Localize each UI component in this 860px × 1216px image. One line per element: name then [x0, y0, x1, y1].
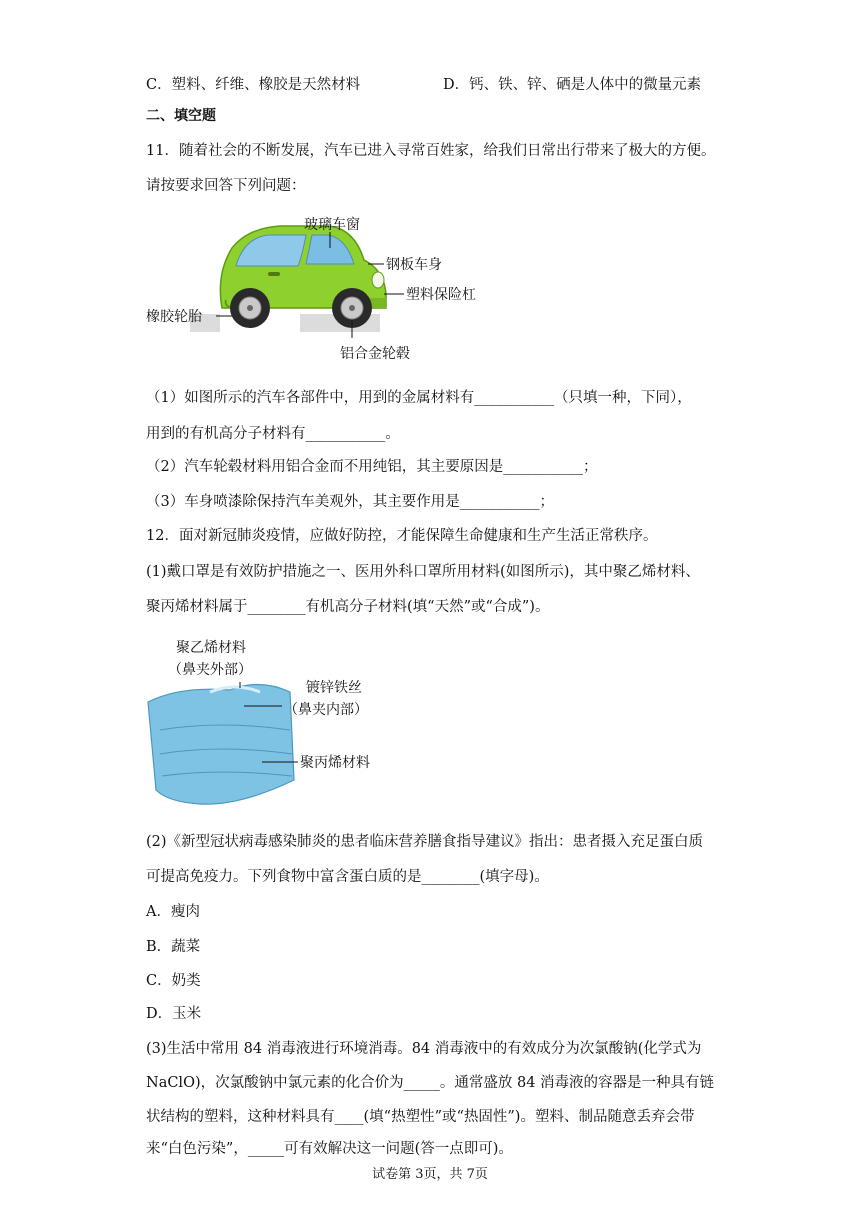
- label-polyethylene: 聚乙烯材料: [176, 640, 246, 656]
- mask-figure: [140, 630, 400, 814]
- option-c: C．塑料、纤维、橡胶是天然材料: [146, 77, 361, 93]
- choice-d: D．玉米: [146, 1006, 202, 1022]
- q12-part3-line2: NaClO)，次氯酸钠中氯元素的化合价为_____。通常盛放 84 消毒液的容器是一种具有链: [146, 1075, 715, 1091]
- choice-c: C．奶类: [146, 973, 201, 989]
- q11-stem-line1: 11．随着社会的不断发展，汽车已进入寻常百姓家，给我们日常出行带来了极大的方便。: [146, 143, 716, 159]
- door-handle: [268, 272, 280, 276]
- car-figure: [140, 208, 500, 368]
- label-polypropylene: 聚丙烯材料: [300, 755, 370, 771]
- headlight: [372, 272, 384, 288]
- section-heading: 二、填空题: [146, 108, 216, 124]
- label-polyethylene-note: （鼻夹外部）: [168, 662, 252, 678]
- previous-question-options: [146, 73, 746, 93]
- q11-sub1-line1: （1）如图所示的汽车各部件中，用到的金属材料有___________（只填一种，下同），: [146, 390, 692, 406]
- label-steel-body: 钢板车身: [386, 257, 442, 273]
- page-footer: 试卷第 3页，共 7页: [372, 1167, 488, 1182]
- q12-part3-line3: 状结构的塑料，这种材料具有____(填“热塑性”或“热固性”)。塑料、制品随意丢弃会带: [146, 1109, 695, 1125]
- label-glass-window: 玻璃车窗: [304, 217, 360, 233]
- q12-stem: 12．面对新冠肺炎疫情，应做好防控，才能保障生命健康和生产生活正常秩序。: [146, 528, 658, 544]
- q12-part1-line1: (1)戴口罩是有效防护措施之一、医用外科口罩所用材料(如图所示)，其中聚乙烯材料、: [146, 564, 700, 580]
- choice-b: B．蔬菜: [146, 939, 201, 955]
- choice-a: A．瘦肉: [146, 904, 200, 920]
- q11-sub2: （2）汽车轮毂材料用铝合金而不用纯铝，其主要原因是___________；: [146, 459, 598, 475]
- q12-part3-line4: 来“白色污染”，_____可有效解决这一问题(答一点即可)。: [146, 1141, 513, 1157]
- label-galvanized-wire: 镀锌铁丝: [306, 680, 362, 696]
- q12-part2-line2: 可提高免疫力。下列食物中富含蛋白质的是________(填字母)。: [146, 869, 549, 885]
- rear-wheel: [230, 288, 270, 328]
- mask-body: [148, 684, 294, 804]
- q11-stem-line2: 请按要求回答下列问题：: [146, 178, 306, 194]
- label-alloy-hub: 铝合金轮毂: [340, 346, 410, 362]
- label-galvanized-wire-note: （鼻夹内部）: [284, 702, 368, 718]
- label-plastic-bumper: 塑料保险杠: [406, 287, 476, 303]
- q12-part1-line2: 聚丙烯材料属于________有机高分子材料(填“天然”或“合成”)。: [146, 599, 550, 615]
- q11-sub3: （3）车身喷漆除保持汽车美观外，其主要作用是___________；: [146, 494, 554, 510]
- q12-part3-line1: (3)生活中常用 84 消毒液进行环境消毒。84 消毒液中的有效成分为次氯酸钠(化学式为: [146, 1041, 702, 1057]
- q11-sub1-line2: 用到的有机高分子材料有___________。: [146, 426, 400, 442]
- option-d: D．钙、铁、锌、硒是人体中的微量元素: [443, 77, 702, 93]
- label-rubber-tire: 橡胶轮胎: [146, 309, 202, 325]
- q12-part2-line1: (2)《新型冠状病毒感染肺炎的患者临床营养膳食指导建议》指出：患者摄入充足蛋白质: [146, 834, 704, 850]
